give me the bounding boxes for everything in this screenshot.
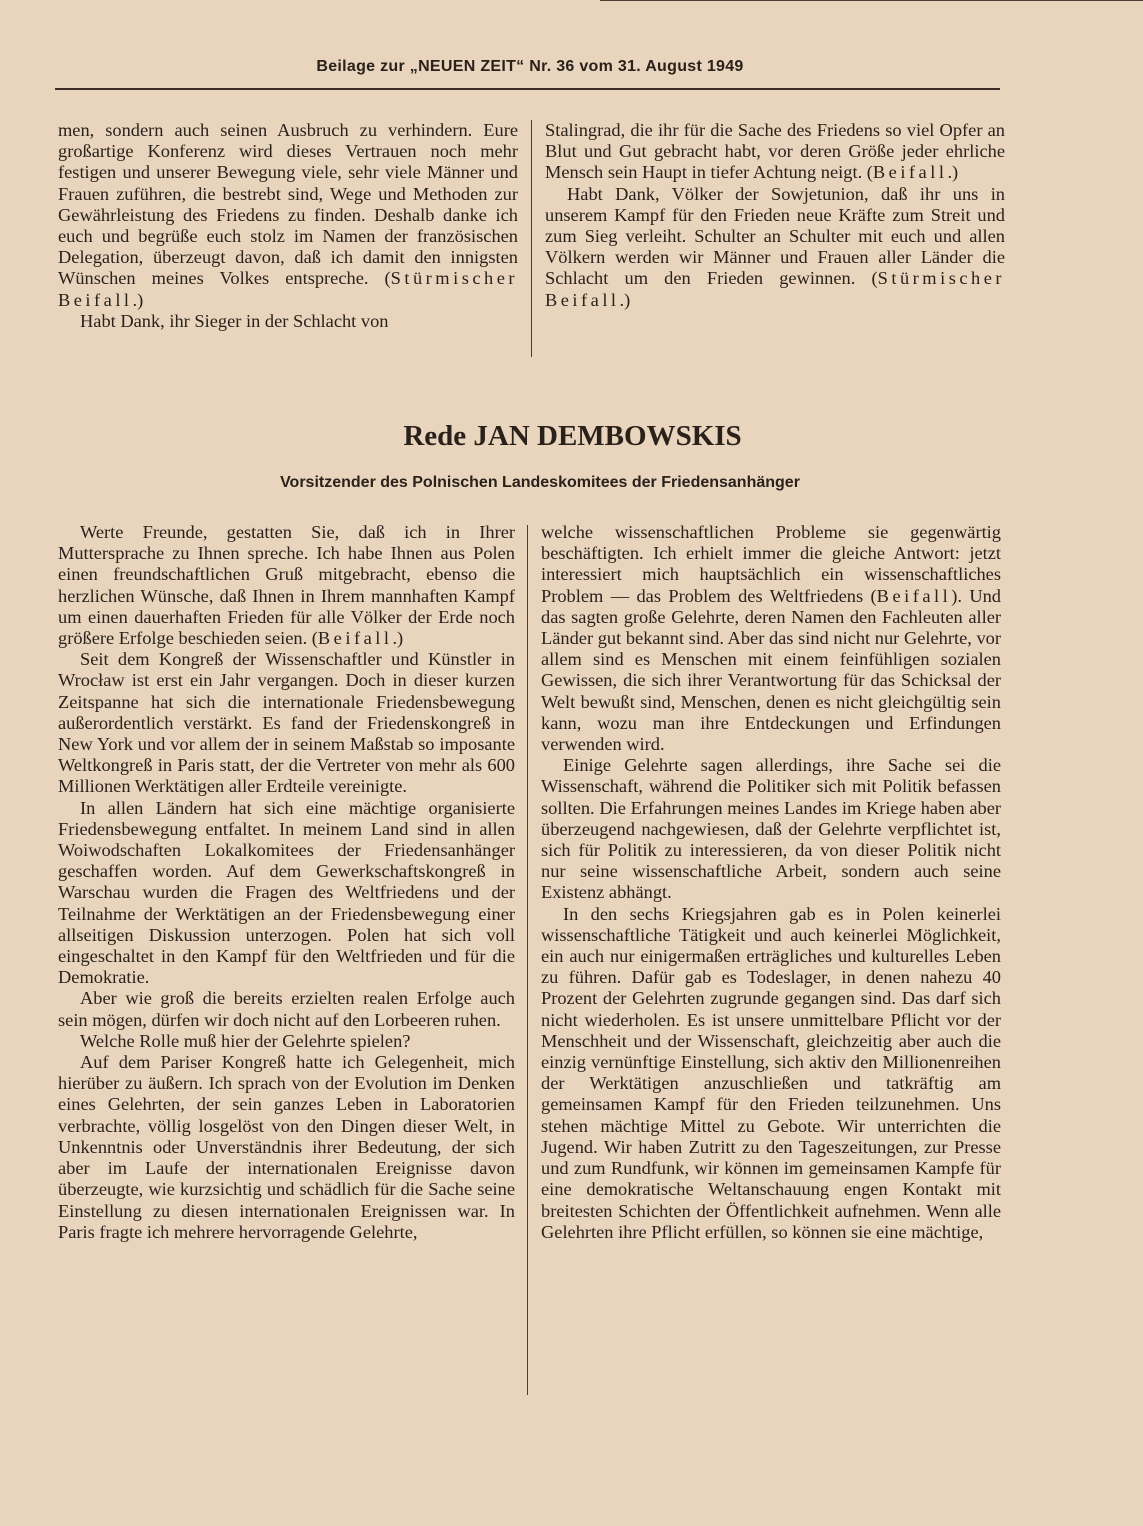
paragraph-text: Habt Dank, ihr Sieger in der Schlacht von [80, 310, 389, 331]
paragraph [58, 1031, 515, 1052]
paragraph-text: Stalingrad, die ihr für die Sache des Friedens so viel Opfer an Blut und Gut gebracht habt, vor deren Größe jeder ehrliche Mensch sein Haupt in tiefer Achtung neigt. ( [545, 120, 1005, 183]
paragraph [58, 798, 515, 989]
paragraph-text: Aber wie groß die bereits erzielten realen Erfolge auch sein mögen, dürfen wir doch nicht auf den Lorbeeren ruhen. [58, 988, 515, 1030]
paragraph [545, 120, 1005, 184]
paragraph [541, 755, 1001, 903]
paragraph-text: Werte Freunde, gestatten Sie, daß ich in Ihrer Muttersprache zu Ihnen spreche. Ich habe Ihnen aus Polen einen freundschaftlichen Gruß mitgebracht, ebenso die herzlichen Wünsche, daß Ihnen in Ihrem mannhaften Kampf um einen dauerhaften Frieden für alle Völker der Erde noch größere Erfolge beschieden seien. ( [58, 522, 515, 649]
page-header: Beilage zur „NEUEN ZEIT“ Nr. 36 vom 31. August 1949 [316, 58, 744, 75]
paragraph [541, 522, 1001, 755]
bottom-right-column [541, 522, 1001, 1243]
paragraph-text: Habt Dank, Völker der Sowjetunion, daß ihr uns in unserem Kampf für den Frieden neue Kräfte zum Streit und zum Sieg verleiht. Schulter an Schulter mit euch und allen Völkern werden wir Männer und Frauen aller Länder die Schlacht um den Frieden gewinnen. ( [545, 183, 1005, 289]
article-subtitle: Vorsitzender des Polnischen Landeskomitees der Friedensanhänger [280, 474, 800, 491]
paragraph-text: In allen Ländern hat sich eine mächtige organisierte Friedensbewegung entfaltet. In meinem Land sind in allen Woiwodschaften Lokalkomitees der Friedensanhänger geschaffen worden. Auf dem Gewerkschaftskongreß in Warschau wurden die Fragen des Weltfriedens und der Teilnahme der Werktätigen an der Friedensbewegung einer allseitigen Diskussion unterzogen. Polen hat sich voll eingeschaltet in den Kampf für den Weltfrieden und für die Demokratie. [58, 797, 515, 988]
top-right-column [545, 120, 1005, 311]
top-left-column [58, 120, 518, 332]
bottom-left-column [58, 522, 515, 1243]
paragraph [58, 120, 518, 311]
paragraph [58, 522, 515, 649]
applause-note: Beifall [317, 628, 393, 649]
top-column-divider [531, 120, 532, 357]
paragraph-text: Seit dem Kongreß der Wissenschaftler und Künstler in Wrocław ist erst ein Jahr vergangen. Doch in dieser kurzen Zeitspanne hat sich die internationale Friedensbewegung außerordentlich verstärkt. Es fand der Friedenskongreß in New York und vor allem der in seinem Maßstab so imposante Weltkongreß in Paris statt, der die Vertreter von mehr als 600 Millionen Werktätigen aller Erdteile vereinigte. [58, 649, 515, 797]
paragraph-tail: .) [132, 289, 144, 310]
paragraph [541, 904, 1001, 1243]
applause-note: Beifall [876, 585, 952, 606]
paragraph-text: Einige Gelehrte sagen allerdings, ihre Sache sei die Wissenschaft, während die Politiker sich mit Politik befassen sollten. Die Erfahrungen meines Landes im Kriege haben aber überzeugend nachgewiesen, daß der Gelehrte verpflichtet ist, sich für Politik zu interessieren, da von dieser Politik nicht nur seine wissenschaftliche Arbeit, sondern auch seine Existenz abhängt. [541, 755, 1001, 903]
paragraph-tail: .) [947, 162, 959, 183]
bottom-column-divider [527, 525, 528, 1395]
paragraph [545, 184, 1005, 311]
applause-note: Beifall [872, 162, 948, 183]
paragraph-tail: .) [619, 289, 631, 310]
header-rule [55, 88, 1000, 90]
paragraph [58, 311, 518, 332]
applause-note: Stürmischer Beifall [545, 268, 1005, 310]
paragraph [58, 988, 515, 1030]
paragraph-tail: .) [392, 628, 404, 649]
paragraph-text: Auf dem Pariser Kongreß hatte ich Gelegenheit, mich hierüber zu äußern. Ich sprach von der Evolution im Denken eines Gelehrten, der sein ganzes Leben in Laboratorien verbrachte, völlig losgelöst von den Dingen dieser Welt, in Unkenntnis oder Unverständnis ihrer Bedeutung, der sich aber im Laufe der internationalen Ereignisse davon überzeugte, wie kurzsichtig und schädlich für die Sache seine Einstellung zu diesen internationalen Ereignissen war. In Paris fragte ich mehrere hervorragende Gelehrte, [58, 1052, 515, 1242]
paragraph-text: Welche Rolle muß hier der Gelehrte spielen? [80, 1030, 411, 1051]
article-title: Rede JAN DEMBOWSKIS [403, 420, 742, 452]
paragraph-tail: ). Und das sagten große Gelehrte, deren Namen den Fachleuten aller Länder gut bekannt sind. Aber das sind nicht nur Gelehrte, vor allem sind es Menschen mit einem feinfühligen sozialen Gewissen, die sich ihrer Verantwortung für das Schicksal der Welt bewußt sind, Menschen, denen es nicht gleichgültig sein kann, wozu man ihre Entdeckungen und Erfindungen verwenden wird. [541, 585, 1001, 755]
paragraph-text: In den sechs Kriegsjahren gab es in Polen keinerlei wissenschaftliche Tätigkeit und auch keinerlei Möglichkeit, ein auch nur einigermaßen erträgliches und kulturelles Leben zu führen. Dafür gab es Todeslager, in denen nahezu 40 Prozent der Gelehrten zugrunde gegangen sind. Das darf sich nicht wiederholen. Es ist unsere unmittelbare Pflicht vor der Menschheit und der Wissenschaft, gleichzeitig aber auch die einzig vernünftige Einstellung, sich aktiv den Millionenreihen der Werktätigen anzuschließen und tatkräftig am gemeinsamen Kampf für den Frieden teilzunehmen. Uns stehen mächtige Mittel zu Gebote. Wir unterrichten die Jugend. Wir haben Zutritt zu den Tageszeitungen, zur Presse und zum Rundfunk, wir können im gemeinsamen Kampfe für eine demokratische Weltanschauung engen Kontakt mit breitesten Schichten der Öffentlichkeit aufnehmen. Wenn alle Gelehrten ihre Pflicht erfüllen, so können sie eine mächtige, [541, 903, 1001, 1242]
paragraph [58, 1052, 515, 1243]
top-corner-line [600, 0, 1143, 4]
paragraph [58, 649, 515, 797]
paragraph-text: welche wissenschaftlichen Probleme sie gegenwärtig beschäftigten. Ich erhielt immer die gleiche Antwort: jetzt interessiert mich hauptsächlich ein wissenschaftliches Problem — das Problem des Weltfriedens ( [541, 522, 1001, 606]
applause-note: Stürmischer Beifall [58, 268, 518, 310]
paragraph-text: men, sondern auch seinen Ausbruch zu verhindern. Eure großartige Konferenz wird dieses Vertrauen noch mehr festigen und unserer Bewegung viele, sehr viele Männer und Frauen zuführen, die bestrebt sind, Wege und Methoden zur Gewährleistung des Friedens zu finden. Deshalb danke ich euch und begrüße euch stolz im Namen der französischen Delegation, überzeugt davon, daß ich damit den innigsten Wünschen meines Volkes entspreche. ( [58, 120, 518, 289]
